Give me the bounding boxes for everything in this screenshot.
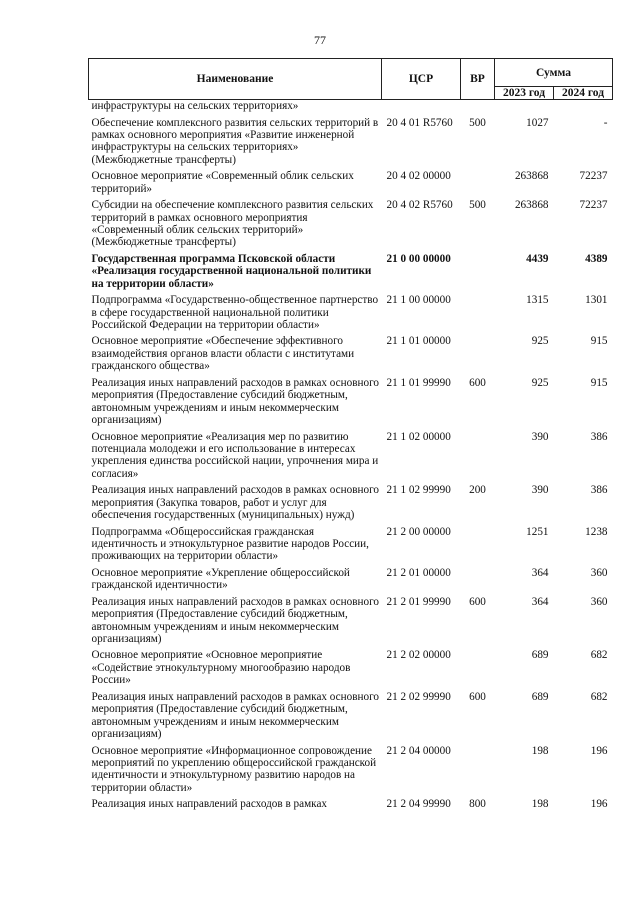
table-row (89, 691, 613, 745)
row-amount-2023: 390 (531, 430, 549, 443)
row-name: Основное мероприятие «Укрепление общероссийской гражданской идентичности» (91, 566, 350, 592)
row-code: 21 1 01 99990 (386, 376, 451, 389)
row-vr: 500 (469, 116, 486, 129)
table-row (89, 649, 613, 690)
row-code: 20 4 02 R5760 (386, 199, 453, 212)
row-name: Основное мероприятие «Современный облик сельских территорий» (91, 170, 354, 195)
page-number: 77 (314, 33, 326, 47)
row-name: Государственная программа Псковской области «Реализация государственной национальной политики на территории области» (91, 252, 372, 290)
row-amount-2023: 364 (531, 566, 549, 579)
table-row (89, 335, 613, 376)
table-row (89, 567, 613, 596)
row-name: Основное мероприятие «Обеспечение эффективного взаимодействия органов власти области с институтами гражданского общества» (91, 335, 355, 373)
row-name: Основное мероприятие «Реализация мер по развитию потенциала молодежи и его использование в интересах укрепления единства российской нации, упрочнения мира и согласия» (91, 430, 379, 480)
row-amount-2024: 360 (590, 566, 608, 579)
row-vr (461, 100, 495, 117)
row-amount-2024: 360 (590, 595, 608, 608)
row-vr: 600 (469, 595, 486, 608)
row-vr: 800 (469, 798, 486, 811)
row-vr (461, 253, 495, 294)
row-name: Обеспечение комплексного развития сельских территорий в рамках основного мероприятия «Развитие инженерной инфраструктуры на сельских территориях» (Межбюджетные трансферты) (91, 116, 379, 166)
row-name: Подпрограмма «Общероссийская гражданская идентичность и этнокультурное развитие народов России, проживающих на территории области» (91, 525, 369, 563)
row-name: Подпрограмма «Государственно-общественное партнерство в сфере государственной национальной политики Российской Федерации на территории области» (91, 294, 379, 331)
row-vr (461, 526, 495, 567)
row-code: 21 1 02 99990 (386, 484, 451, 497)
row-amount-2024: 196 (590, 798, 608, 811)
table-row (89, 526, 613, 567)
table-row (89, 431, 613, 485)
table-row (89, 484, 613, 525)
row-amount-2023: 925 (531, 376, 549, 389)
row-vr: 600 (469, 376, 486, 389)
row-vr (461, 170, 495, 199)
row-amount-2023: 1027 (526, 116, 549, 129)
row-amount-2023: 364 (531, 595, 549, 608)
row-amount-2023: 4439 (526, 252, 549, 265)
row-code: 21 1 00 00000 (386, 294, 451, 307)
row-amount-2023: 390 (531, 484, 549, 497)
table-row (89, 199, 613, 253)
row-amount-2024 (554, 100, 613, 117)
row-code: 21 1 02 00000 (386, 430, 451, 443)
table-row (89, 253, 613, 294)
table-row (89, 596, 613, 650)
table-row (89, 798, 613, 815)
row-vr (461, 649, 495, 690)
row-code (382, 100, 461, 117)
row-vr (461, 335, 495, 376)
row-amount-2023 (495, 100, 554, 117)
row-amount-2024: 196 (590, 744, 608, 757)
header-vr: ВР (461, 59, 495, 100)
row-vr (461, 745, 495, 799)
row-vr: 500 (469, 199, 486, 212)
row-amount-2023: 263868 (514, 170, 549, 183)
table-row (89, 294, 613, 335)
row-vr (461, 294, 495, 335)
row-code: 21 0 00 00000 (386, 252, 451, 265)
row-amount-2024: 1301 (585, 294, 608, 307)
row-name: Реализация иных направлений расходов в рамках (91, 798, 328, 811)
row-amount-2024: 72237 (579, 170, 608, 183)
header-year-2023: 2023 год (495, 87, 554, 100)
row-name: Реализация иных направлений расходов в рамках основного мероприятия (Предоставление субсидий бюджетным, автономным учреждениям и иным некоммерческим организациям) (91, 376, 379, 426)
header-code: ЦСР (382, 59, 461, 100)
table-row (89, 100, 613, 117)
row-amount-2023: 1251 (526, 525, 549, 538)
row-amount-2023: 689 (531, 649, 549, 662)
row-vr (461, 431, 495, 485)
table-row (89, 745, 613, 799)
row-amount-2023: 198 (531, 744, 549, 757)
row-amount-2023: 925 (531, 335, 549, 348)
row-amount-2023: 198 (531, 798, 549, 811)
row-code: 21 2 04 00000 (386, 744, 451, 757)
row-vr: 600 (469, 690, 486, 703)
row-amount-2023: 689 (531, 690, 549, 703)
table-row (89, 377, 613, 431)
row-vr (461, 567, 495, 596)
row-code: 21 1 01 00000 (386, 335, 451, 348)
row-name: Основное мероприятие «Основное мероприятие «Содействие этнокультурному многообразию народов России» (91, 649, 351, 687)
row-name: Реализация иных направлений расходов в рамках основного мероприятия (Закупка товаров, работ и услуг для обеспечения государственных (муниципальных) нужд) (91, 484, 379, 522)
row-amount-2024: 682 (590, 690, 608, 703)
row-code: 20 4 01 R5760 (386, 116, 453, 129)
row-amount-2024: 1238 (585, 525, 608, 538)
table-row (89, 170, 613, 199)
row-amount-2024: 386 (590, 430, 608, 443)
row-amount-2024: 915 (590, 376, 608, 389)
row-code: 21 2 02 00000 (386, 649, 451, 662)
row-amount-2023: 263868 (514, 199, 549, 212)
budget-table (88, 58, 613, 815)
row-code: 21 2 00 00000 (386, 525, 451, 538)
header-sum: Сумма (495, 59, 613, 87)
table-row (89, 117, 613, 171)
row-name: Основное мероприятие «Информационное сопровождение мероприятий по укреплению общероссийской гражданской идентичности и этнокультурному развитию народов на территории области» (91, 744, 377, 794)
row-code: 21 2 04 99990 (386, 798, 451, 811)
row-code: 21 2 01 00000 (386, 566, 451, 579)
row-amount-2024: 682 (590, 649, 608, 662)
row-code: 21 2 02 99990 (386, 690, 451, 703)
header-name: Наименование (89, 59, 382, 100)
row-vr: 200 (469, 484, 486, 497)
row-amount-2024: 386 (590, 484, 608, 497)
row-amount-2023: 1315 (526, 294, 549, 307)
row-amount-2024: 72237 (579, 199, 608, 212)
row-amount-2024: - (603, 116, 608, 129)
row-amount-2024: 4389 (585, 252, 608, 265)
row-name: Субсидии на обеспечение комплексного развития сельских территорий в рамках основного мероприятия «Современный облик сельских территорий» (Межбюджетные трансферты) (91, 199, 374, 249)
table-body (89, 100, 613, 815)
row-amount-2024: 915 (590, 335, 608, 348)
row-code: 21 2 01 99990 (386, 595, 451, 608)
header-year-2024: 2024 год (554, 87, 613, 100)
row-name: инфраструктуры на сельских территориях» (91, 100, 299, 112)
row-name: Реализация иных направлений расходов в рамках основного мероприятия (Предоставление субсидий бюджетным, автономным учреждениям и иным некоммерческим организациям) (91, 690, 379, 740)
row-code: 20 4 02 00000 (386, 170, 451, 183)
row-name: Реализация иных направлений расходов в рамках основного мероприятия (Предоставление субсидий бюджетным, автономным учреждениям и иным некоммерческим организациям) (91, 595, 379, 645)
